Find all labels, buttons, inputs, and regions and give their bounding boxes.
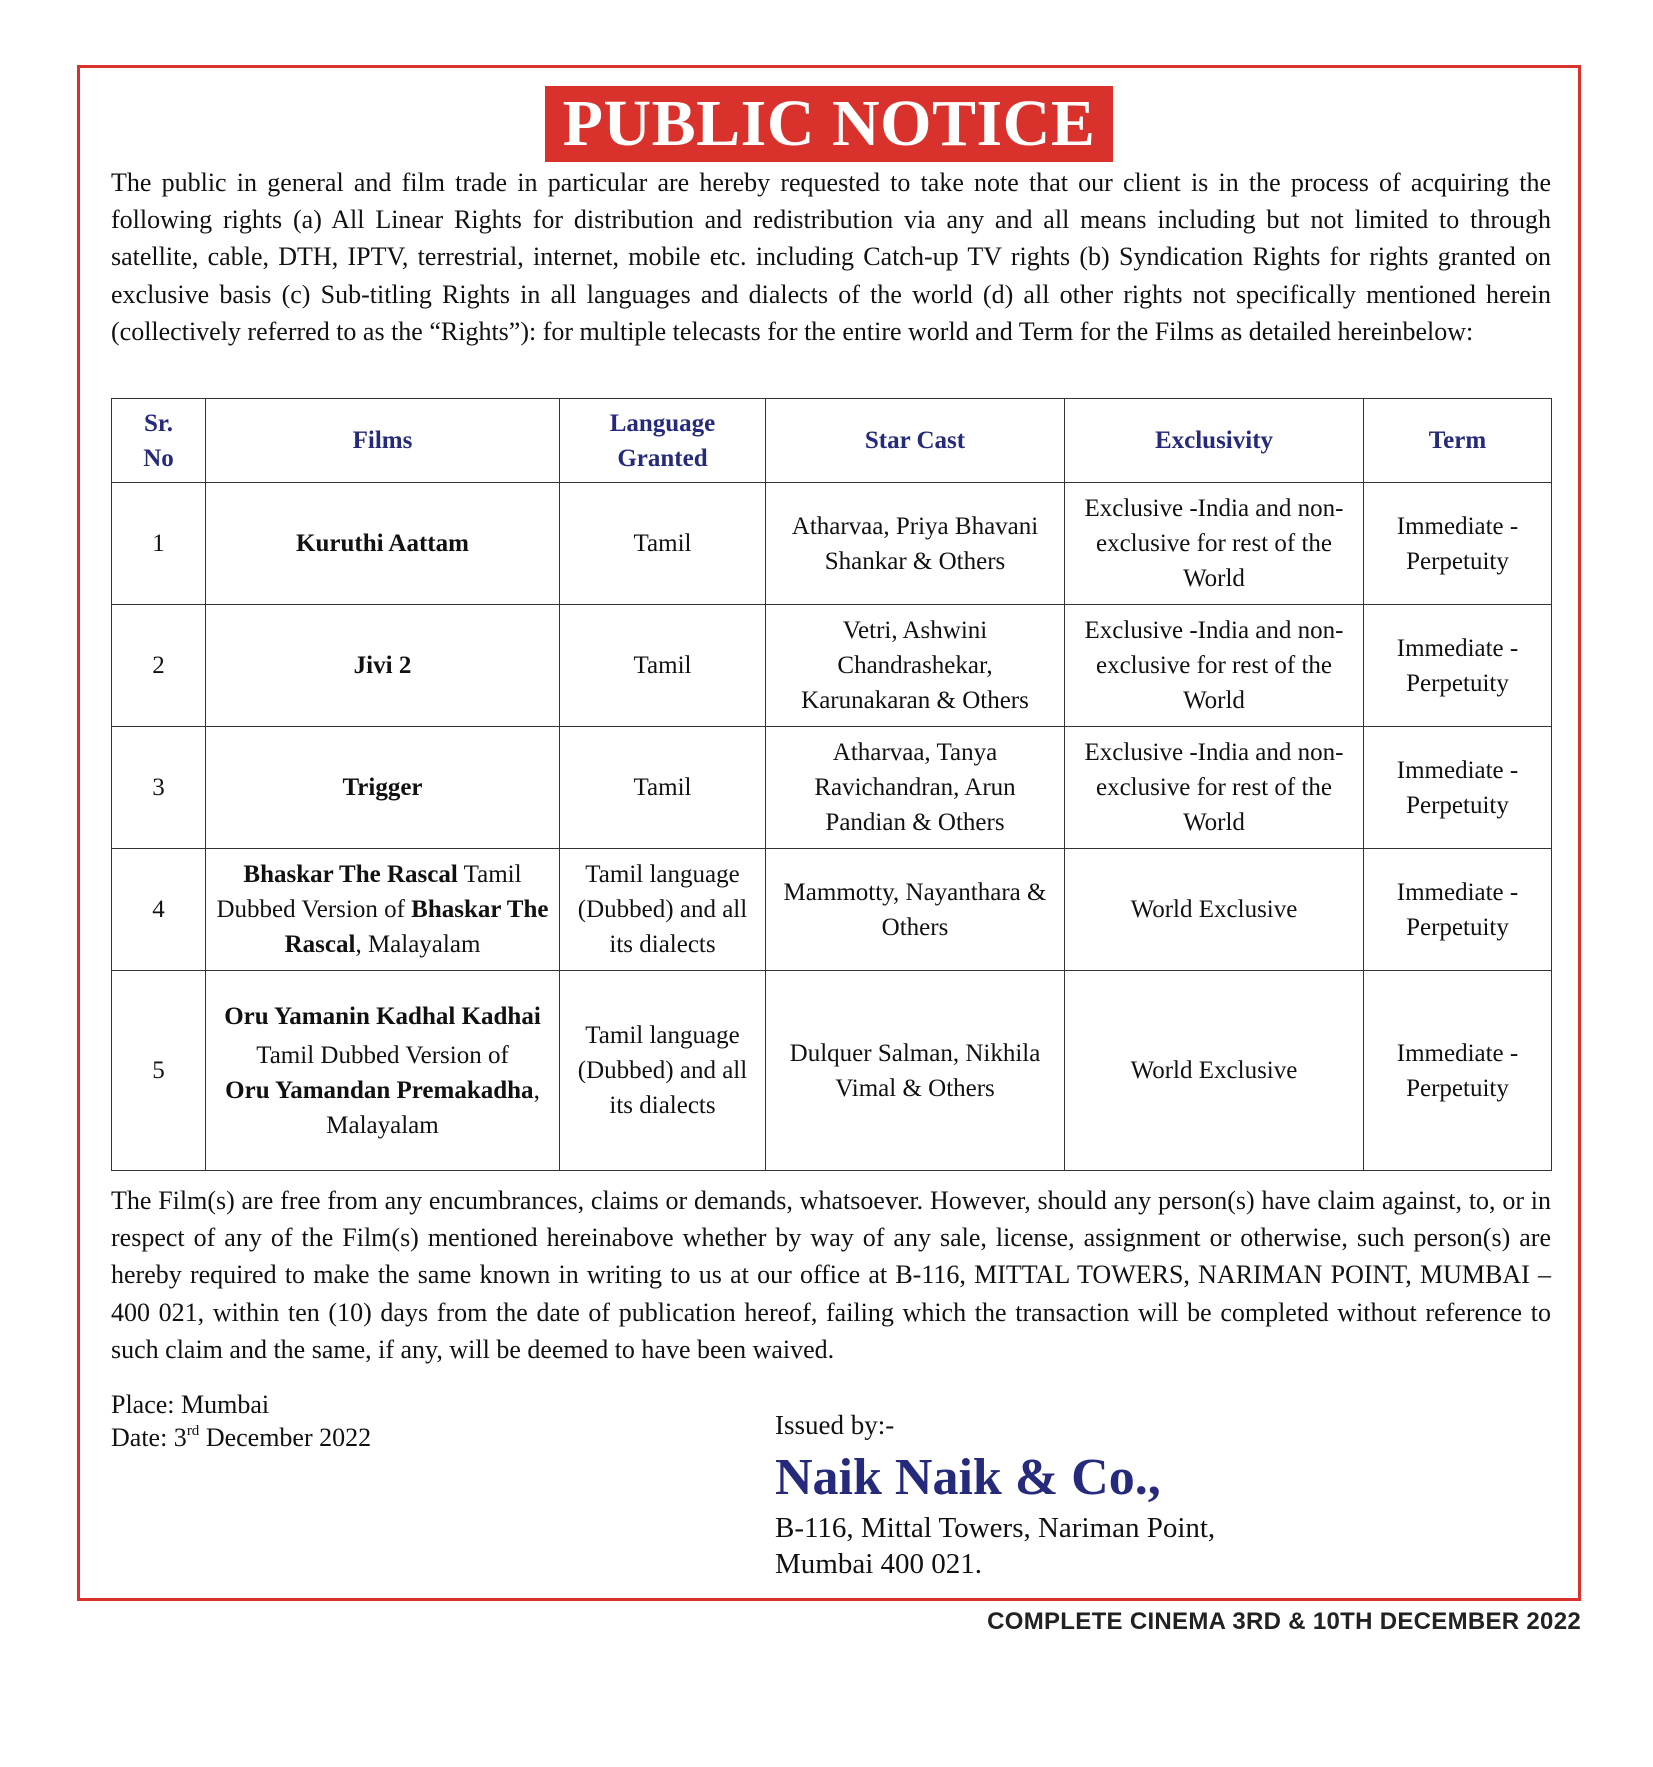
- address-line-2: Mumbai 400 021.: [775, 1548, 983, 1580]
- cell-film: Trigger: [206, 727, 560, 849]
- cell-cast: Atharvaa, Tanya Ravichandran, Arun Pandian & Others: [766, 727, 1065, 849]
- film-dub-note: Tamil Dubbed Version of: [256, 1041, 509, 1069]
- table-header-row: [112, 399, 1552, 483]
- cell-exclusivity: Exclusive -India and non-exclusive for rest of the World: [1065, 483, 1364, 605]
- issuer-block: [775, 1408, 1215, 1582]
- cell-language: Tamil language (Dubbed) and all its dialects: [560, 849, 766, 971]
- cell-sr: 4: [112, 849, 206, 971]
- cell-sr: 1: [112, 483, 206, 605]
- cell-sr: 2: [112, 605, 206, 727]
- cell-film: [206, 849, 560, 971]
- film-original-language: , Malayalam: [326, 1076, 540, 1139]
- table-row: [112, 605, 1552, 727]
- films-table: [111, 398, 1552, 1171]
- header-exclusivity: Exclusivity: [1065, 399, 1364, 483]
- header-language: Language Granted: [560, 399, 766, 483]
- firm-name: Naik Naik & Co.,: [775, 1449, 1161, 1506]
- cell-term: Immediate - Perpetuity: [1364, 727, 1552, 849]
- cell-cast: Mammotty, Nayanthara & Others: [766, 849, 1065, 971]
- place-date-block: [111, 1388, 371, 1454]
- cell-film: Kuruthi Aattam: [206, 483, 560, 605]
- notice-frame: [77, 65, 1581, 1601]
- cell-language: Tamil: [560, 605, 766, 727]
- film-dub-note: Tamil Dubbed Version of: [216, 861, 522, 923]
- cell-term: Immediate - Perpetuity: [1364, 483, 1552, 605]
- header-films: Films: [206, 399, 560, 483]
- table-row: [112, 727, 1552, 849]
- header-sr-no: Sr. No: [112, 399, 206, 483]
- cell-sr: 3: [112, 727, 206, 849]
- header-star-cast: Star Cast: [766, 399, 1065, 483]
- cell-exclusivity: World Exclusive: [1065, 849, 1364, 971]
- table-row: [112, 483, 1552, 605]
- table-row: [112, 971, 1552, 1171]
- title-wrap: [80, 86, 1578, 162]
- cell-sr: 5: [112, 971, 206, 1171]
- film-original-title: Bhaskar The Rascal: [284, 896, 549, 958]
- cell-exclusivity: Exclusive -India and non-exclusive for rest of the World: [1065, 727, 1364, 849]
- cell-film: [206, 971, 560, 1171]
- film-original-language: , Malayalam: [355, 931, 481, 958]
- issued-by-label: Issued by:-: [775, 1410, 895, 1440]
- place-line: Place: Mumbai: [111, 1390, 270, 1419]
- cell-language: Tamil: [560, 727, 766, 849]
- cell-exclusivity: World Exclusive: [1065, 971, 1364, 1171]
- film-title: Oru Yamanin Kadhal Kadhai: [224, 1002, 541, 1030]
- cell-cast: Atharvaa, Priya Bhavani Shankar & Others: [766, 483, 1065, 605]
- table-row: [112, 849, 1552, 971]
- claims-paragraph: The Film(s) are free from any encumbrances, claims or demands, whatsoever. However, should any person(s) have claim against, to, or in respect of any of the Film(s) mentioned hereinabove whether by way of any sale, license, assignment or otherwise, such person(s) are hereby required to make the same known in writing to us at our office at B-116, MITTAL TOWERS, NARIMAN POINT, MUMBAI – 400 021, within ten (10) days from the date of publication hereof, failing which the transaction will be completed without reference to such claim and the same, if any, will be deemed to have been waived.: [111, 1186, 1551, 1364]
- cell-term: Immediate - Perpetuity: [1364, 971, 1552, 1171]
- cell-cast: Vetri, Ashwini Chandrashekar, Karunakaran & Others: [766, 605, 1065, 727]
- notice-title: PUBLIC NOTICE: [545, 86, 1114, 162]
- cell-language: Tamil: [560, 483, 766, 605]
- cell-exclusivity: Exclusive -India and non-exclusive for rest of the World: [1065, 605, 1364, 727]
- cell-term: Immediate - Perpetuity: [1364, 849, 1552, 971]
- header-term: Term: [1364, 399, 1552, 483]
- publication-footer: COMPLETE CINEMA 3RD & 10TH DECEMBER 2022: [987, 1608, 1581, 1635]
- address-line-1: B-116, Mittal Towers, Nariman Point,: [775, 1512, 1216, 1544]
- cell-film: Jivi 2: [206, 605, 560, 727]
- intro-paragraph: The public in general and film trade in particular are hereby requested to take note that our client is in the process of acquiring the following rights (a) All Linear Rights for distribution and redistribution via any and all means including but not limited to through satellite, cable, DTH, IPTV, terrestrial, internet, mobile etc. including Catch-up TV rights (b) Syndication Rights for rights granted on exclusive basis (c) Sub-titling Rights in all languages and dialects of the world (d) all other rights not specifically mentioned herein (collectively referred to as the “Rights”): for multiple telecasts for the entire world and Term for the Films as detailed hereinbelow:: [111, 168, 1551, 346]
- date-line: Date: 3rd December 2022: [111, 1423, 372, 1452]
- film-title: Bhaskar The Rascal: [243, 861, 458, 888]
- cell-cast: Dulquer Salman, Nikhila Vimal & Others: [766, 971, 1065, 1171]
- film-original-title: Oru Yamandan Premakadha: [225, 1076, 534, 1104]
- cell-language: Tamil language (Dubbed) and all its dialects: [560, 971, 766, 1171]
- cell-term: Immediate - Perpetuity: [1364, 605, 1552, 727]
